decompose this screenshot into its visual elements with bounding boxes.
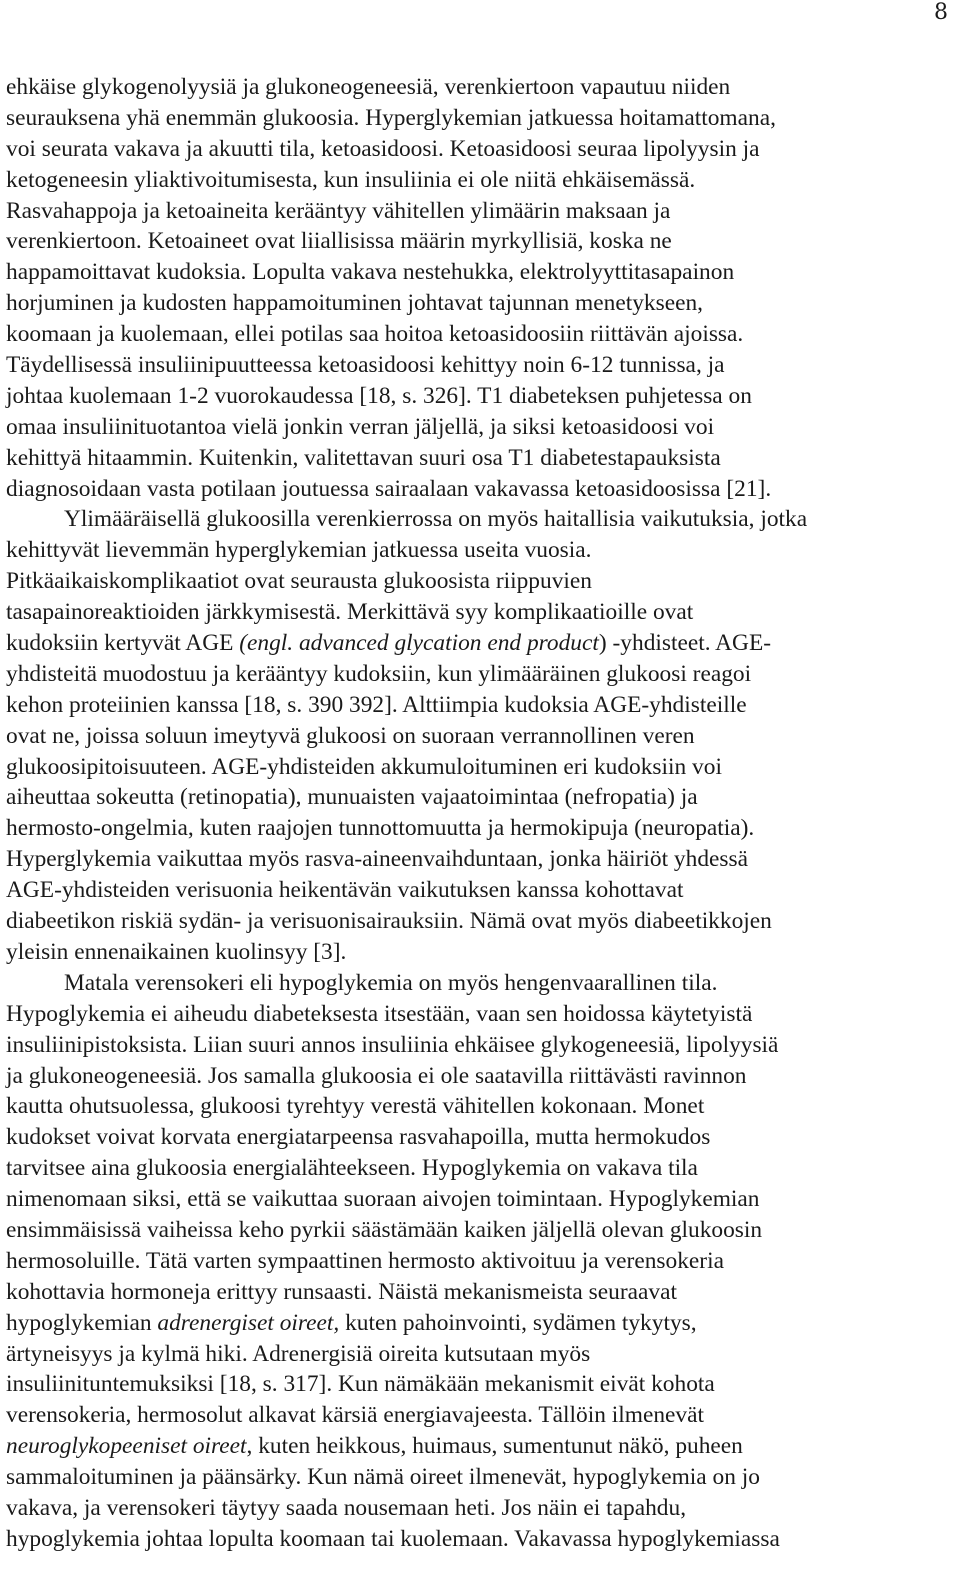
page-number: 8 — [934, 0, 948, 25]
text-line — [6, 844, 954, 875]
text-line — [6, 504, 954, 535]
text-line — [6, 1369, 954, 1400]
text-segment: Hypoglykemia ei aiheudu diabeteksesta itsestään, vaan sen hoidossa käytetyistä — [6, 1000, 753, 1027]
text-segment: kehon proteiinien kanssa [18, s. 390 392]. Alttiimpia kudoksia AGE-yhdisteille — [6, 691, 747, 718]
text-segment: kuten pahoinvointi, sydämen tykytys, — [339, 1309, 697, 1336]
text-line — [6, 597, 954, 628]
text-line — [6, 1400, 954, 1431]
text-segment: Rasvahappoja ja ketoaineita kerääntyy vähitellen ylimäärin maksaan ja — [6, 197, 671, 224]
italic-term: (engl. advanced glycation end product — [239, 630, 599, 657]
text-line — [6, 1184, 954, 1215]
text-segment: ehkäise glykogenolyysiä ja glukoneogeneesiä, verenkiertoon vapautuu niiden — [6, 74, 731, 100]
text-segment: happamoittavat kudoksia. Lopulta vakava nestehukka, elektrolyyttitasapainon — [6, 259, 735, 286]
text-line — [6, 1277, 954, 1308]
text-line — [6, 875, 954, 906]
text-line — [6, 103, 954, 134]
text-line — [6, 906, 954, 937]
text-segment: tasapainoreaktioiden järkkymisestä. Merkittävä syy komplikaatioille ovat — [6, 599, 694, 626]
text-line — [6, 288, 954, 319]
text-segment: hermosto-ongelmia, kuten raajojen tunnottomuutta ja hermokipuja (neuropatia). — [6, 815, 755, 842]
text-segment: hypoglykemia johtaa lopulta koomaan tai kuolemaan. Vakavassa hypoglykemiassa — [6, 1525, 780, 1552]
text-line — [6, 999, 954, 1030]
text-line — [6, 937, 954, 968]
text-line — [6, 659, 954, 690]
text-line — [6, 1030, 954, 1061]
text-segment: insuliinipistoksista. Liian suuri annos insuliinia ehkäisee glykogeneesiä, lipolyysiä — [6, 1031, 779, 1058]
text-line — [6, 1153, 954, 1184]
text-line — [6, 319, 954, 350]
text-line — [6, 1122, 954, 1153]
text-segment: AGE-yhdisteiden verisuonia heikentävän vaikutuksen kanssa kohottavat — [6, 877, 684, 904]
text-line — [6, 566, 954, 597]
body-text — [6, 72, 954, 1555]
italic-term: neuroglykopeeniset oireet — [6, 1433, 247, 1460]
italic-term: adrenergiset oireet, — [157, 1309, 340, 1336]
text-segment: glukoosipitoisuuteen. AGE-yhdisteiden akkumuloituminen eri kudoksiin voi — [6, 753, 722, 780]
text-line — [6, 226, 954, 257]
text-line — [6, 782, 954, 813]
text-line — [6, 968, 954, 999]
text-segment: verenkiertoon. Ketoaineet ovat liiallisissa määrin myrkyllisiä, koska ne — [6, 228, 672, 255]
text-line — [6, 813, 954, 844]
text-line — [6, 474, 954, 505]
text-line — [6, 1246, 954, 1277]
text-segment: hypoglykemian — [6, 1309, 158, 1336]
text-segment: , kuten heikkous, huimaus, sumentunut näkö, puheen — [246, 1433, 743, 1460]
text-line — [6, 443, 954, 474]
text-segment: diabeetikon riskiä sydän- ja verisuonisairauksiin. Nämä ovat myös diabeetikkojen — [6, 908, 772, 935]
text-line — [6, 535, 954, 566]
text-segment: kudoksiin kertyvät AGE — [6, 630, 240, 657]
text-segment: kohottavia hormoneja erittyy runsaasti. Näistä mekanismeista seuraavat — [6, 1278, 677, 1305]
text-line — [6, 1462, 954, 1493]
text-line — [6, 381, 954, 412]
text-segment: Täydellisessä insuliinipuutteessa ketoasidoosi kehittyy noin 6-12 tunnissa, ja — [6, 352, 725, 379]
text-segment: omaa insuliinituotantoa vielä jonkin verran jäljellä, ja siksi ketoasidoosi voi — [6, 413, 715, 440]
text-line — [6, 1431, 954, 1462]
text-segment: kehittyvät lievemmän hyperglykemian jatkuessa useita vuosia. — [6, 537, 592, 564]
text-line — [6, 1215, 954, 1246]
text-segment: Hyperglykemia vaikuttaa myös rasva-aineenvaihduntaan, jonka häiriöt yhdessä — [6, 846, 748, 873]
text-line — [6, 1524, 954, 1555]
text-line — [6, 72, 954, 103]
text-line — [6, 752, 954, 783]
text-line — [6, 412, 954, 443]
text-line — [6, 1493, 954, 1524]
text-line — [6, 350, 954, 381]
text-segment: tarvitsee aina glukoosia energialähteekseen. Hypoglykemia on vakava tila — [6, 1155, 698, 1182]
text-segment: koomaan ja kuolemaan, ellei potilas saa hoitoa ketoasidoosiin riittävän ajoissa. — [6, 321, 744, 348]
text-segment: nimenomaan siksi, että se vaikuttaa suoraan aivojen toimintaan. Hypoglykemian — [6, 1186, 760, 1213]
text-segment: horjuminen ja kudosten happamoituminen johtavat tajunnan menetykseen, — [6, 290, 704, 317]
text-segment: verensokeria, hermosolut alkavat kärsiä energiavajeesta. Tällöin ilmenevät — [6, 1402, 704, 1429]
text-segment: aiheuttaa sokeutta (retinopatia), munuaisten vajaatoimintaa (nefropatia) ja — [6, 784, 698, 811]
text-segment: ) -yhdisteet. AGE- — [598, 630, 772, 657]
text-segment: sammaloituminen ja päänsärky. Kun nämä oireet ilmenevät, hypoglykemia on jo — [6, 1464, 760, 1491]
text-segment: diagnosoidaan vasta potilaan joutuessa sairaalaan vakavassa ketoasidoosissa [21]. — [6, 475, 772, 502]
text-segment: yhdisteitä muodostuu ja kerääntyy kudoksiin, kun ylimääräinen glukoosi reagoi — [6, 660, 752, 687]
text-line — [6, 1308, 954, 1339]
text-line — [6, 690, 954, 721]
text-line — [6, 1061, 954, 1092]
text-segment: ovat ne, joissa soluun imeytyvä glukoosi on suoraan verrannollinen veren — [6, 722, 695, 749]
text-segment: hermosoluille. Tätä varten sympaattinen hermosto aktivoituu ja verensokeria — [6, 1247, 724, 1274]
text-segment: yleisin ennenaikainen kuolinsyy [3]. — [6, 938, 347, 965]
text-segment: vakava, ja verensokeri täytyy saada nousemaan heti. Jos näin ei tapahdu, — [6, 1494, 687, 1521]
text-line — [6, 165, 954, 196]
text-line — [6, 196, 954, 227]
text-segment: kautta ohutsuolessa, glukoosi tyrehtyy verestä vähitellen kokonaan. Monet — [6, 1093, 705, 1120]
text-segment: seurauksena yhä enemmän glukoosia. Hyperglykemian jatkuessa hoitamattomana, — [6, 104, 776, 131]
text-segment: Pitkäaikaiskomplikaatiot ovat seurausta glukoosista riippuvien — [6, 568, 592, 595]
text-segment: ketogeneesin yliaktivoitumisesta, kun insuliinia ei ole niitä ehkäisemässä. — [6, 166, 696, 193]
text-segment: johtaa kuolemaan 1-2 vuorokaudessa [18, s. 326]. T1 diabeteksen puhjetessa on — [6, 382, 752, 409]
text-segment: insuliinituntemuksiksi [18, s. 317]. Kun nämäkään mekanismit eivät kohota — [6, 1371, 715, 1398]
text-segment: voi seurata vakava ja akuutti tila, ketoasidoosi. Ketoasidoosi seuraa lipolyysin ja — [6, 135, 760, 162]
text-line — [6, 257, 954, 288]
text-line — [6, 628, 954, 659]
text-line — [6, 1091, 954, 1122]
text-segment: Ylimääräisellä glukoosilla verenkierrossa on myös haitallisia vaikutuksia, jotka — [64, 506, 808, 533]
text-line — [6, 721, 954, 752]
text-line — [6, 1339, 954, 1370]
text-segment: kehittyä hitaammin. Kuitenkin, valitettavan suuri osa T1 diabetestapauksista — [6, 444, 721, 471]
text-segment: ja glukoneogeneesiä. Jos samalla glukoosia ei ole saatavilla riittävästi ravinnon — [6, 1062, 747, 1089]
text-segment: ensimmäisissä vaiheissa keho pyrkii säästämään kaiken jäljellä olevan glukoosin — [6, 1216, 763, 1243]
text-segment: kudokset voivat korvata energiatarpeensa rasvahapoilla, mutta hermokudos — [6, 1124, 711, 1151]
text-line — [6, 134, 954, 165]
text-segment: Matala verensokeri eli hypoglykemia on myös hengenvaarallinen tila. — [64, 969, 718, 996]
text-segment: ärtyneisyys ja kylmä hiki. Adrenergisiä oireita kutsutaan myös — [6, 1340, 591, 1367]
